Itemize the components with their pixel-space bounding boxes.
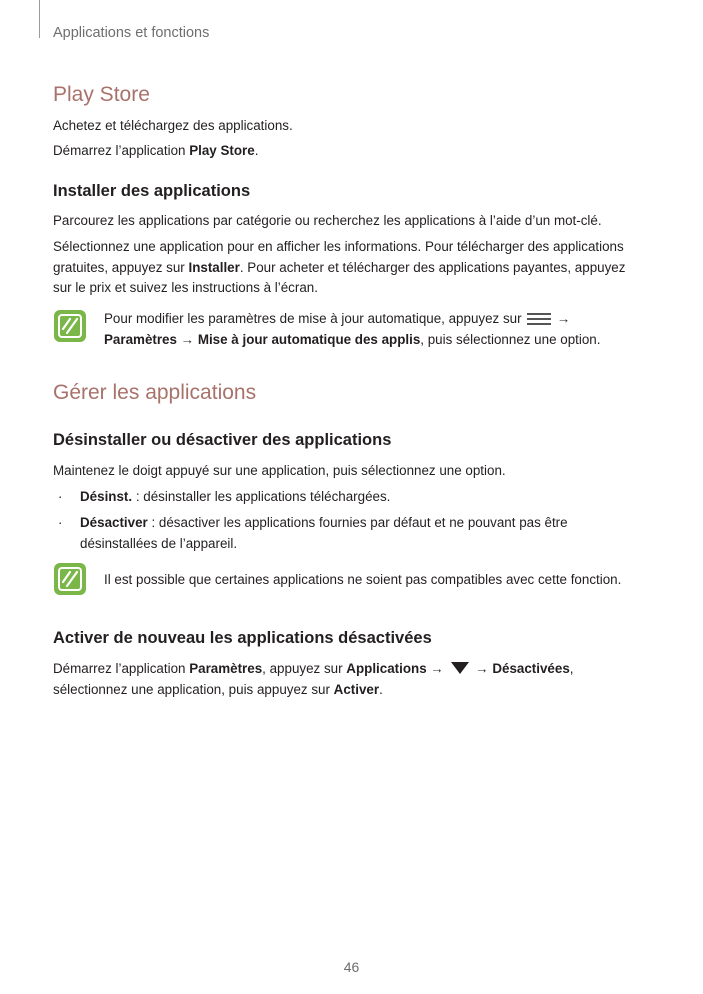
reactivate-paragraph: [53, 659, 643, 700]
heading-install: Installer des applications: [53, 182, 251, 200]
menu-icon: [527, 312, 551, 325]
note-icon: [53, 562, 87, 596]
install-paragraph-1: Parcourez les applications par catégorie ou recherchez les applications à l’aide d’un mot-clé.: [53, 213, 602, 228]
text: Pour modifier les paramètres de mise à jour automatique, appuyez sur: [104, 311, 526, 326]
text: : désinstaller les applications téléchargées.: [132, 489, 391, 504]
play-store-intro: Achetez et téléchargez des applications.: [53, 118, 293, 133]
text: Démarrez l’application: [53, 143, 190, 158]
heading-manage: Gérer les applications: [53, 381, 257, 404]
dropdown-triangle-icon: [451, 662, 469, 674]
arrow: →: [176, 331, 198, 347]
text: Démarrez l’application: [53, 661, 190, 676]
auto-update-note: [104, 309, 644, 350]
bullet-text: [80, 487, 643, 508]
heading-reactivate: Activer de nouveau les applications désactivées: [53, 629, 432, 647]
page-number: 46: [343, 959, 360, 975]
text: : désactiver les applications fournies par défaut et ne pouvant pas être désinstallées de l’appareil.: [80, 515, 568, 551]
header-rule: [39, 0, 40, 38]
text: .: [254, 143, 259, 158]
arrow: →: [553, 311, 571, 326]
activate-term: Activer: [333, 681, 380, 697]
arrow: →: [426, 661, 448, 676]
bullet-term: Désactiver: [80, 515, 148, 530]
text: , sélectionnez une application, puis appuyez sur: [53, 661, 574, 697]
settings-term: Paramètres: [104, 331, 177, 347]
bullet-text: [80, 513, 643, 554]
text: , puis sélectionnez une option.: [420, 331, 601, 347]
auto-update-term: Mise à jour automatique des applis: [197, 331, 421, 347]
install-paragraph-2: [53, 237, 643, 299]
arrow: →: [471, 661, 493, 676]
uninstall-paragraph: Maintenez le doigt appuyé sur une application, puis sélectionnez une option.: [53, 463, 506, 478]
install-term: Installer: [188, 259, 240, 275]
bullet-dot: ·: [58, 515, 63, 530]
note-icon: [53, 309, 87, 343]
disabled-term: Désactivées: [492, 661, 570, 676]
applications-term: Applications: [346, 661, 427, 676]
heading-uninstall: Désinstaller ou désactiver des applications: [53, 431, 392, 449]
app-name: Play Store: [189, 143, 255, 158]
text: .: [379, 681, 383, 697]
heading-play-store: Play Store: [53, 83, 150, 106]
settings-term: Paramètres: [189, 661, 263, 676]
compatibility-note: Il est possible que certaines applications ne soient pas compatibles avec cette fonction.: [104, 572, 622, 587]
text: Sélectionnez une application pour en afficher les informations. Pour télécharger des applications gratuites, appuyez sur: [53, 239, 624, 275]
section-header: Applications et fonctions: [53, 25, 210, 41]
play-store-start: [53, 141, 643, 162]
bullet-dot: ·: [58, 489, 63, 504]
text: . Pour acheter et télécharger des applications payantes, appuyez sur le prix et suivez les instructions à l’écran.: [53, 259, 626, 295]
text: , appuyez sur: [262, 661, 347, 676]
bullet-term: Désinst.: [80, 489, 133, 504]
